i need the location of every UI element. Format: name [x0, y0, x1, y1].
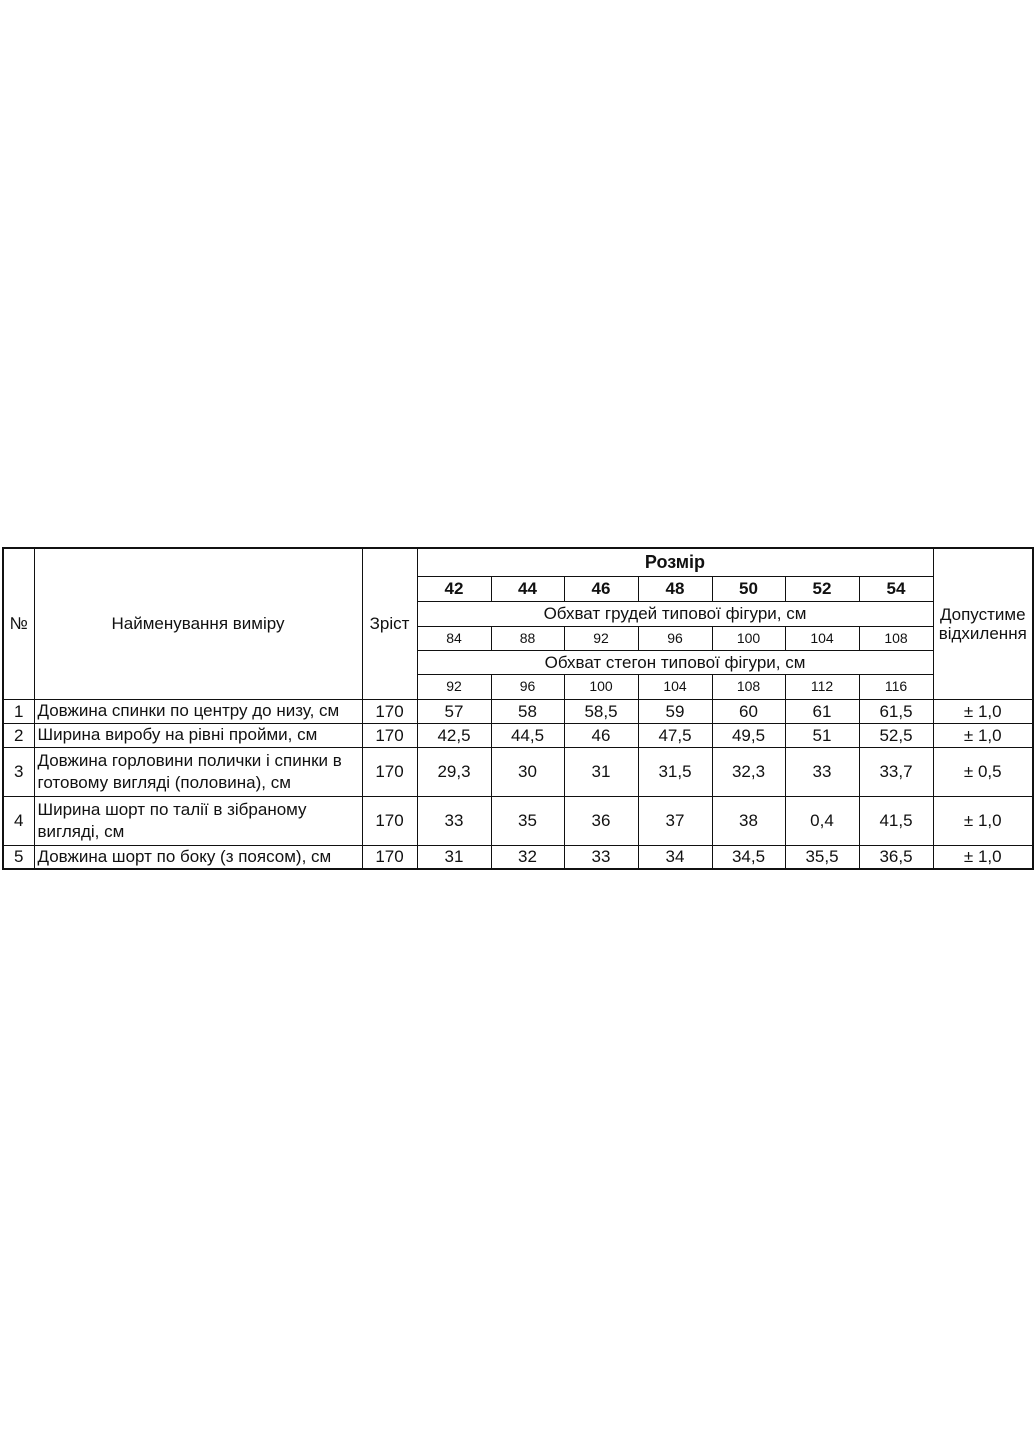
row-value: 33 — [564, 845, 638, 869]
row-value: 35 — [491, 796, 564, 845]
row-value: 59 — [638, 699, 712, 723]
row-value: 46 — [564, 723, 638, 747]
row-value: 42,5 — [417, 723, 491, 747]
row-value: 41,5 — [859, 796, 933, 845]
row-measurement-name: Ширина виробу на рівні пройми, см — [34, 723, 362, 747]
header-chest-value: 96 — [638, 626, 712, 650]
header-tolerance: Допустиме відхилення — [933, 548, 1033, 699]
row-value: 33 — [785, 747, 859, 796]
header-size: 42 — [417, 576, 491, 601]
header-size: 44 — [491, 576, 564, 601]
row-value: 32 — [491, 845, 564, 869]
row-value: 38 — [712, 796, 785, 845]
header-size: 50 — [712, 576, 785, 601]
row-value: 51 — [785, 723, 859, 747]
header-size: 48 — [638, 576, 712, 601]
row-value: 36,5 — [859, 845, 933, 869]
row-number: 1 — [3, 699, 34, 723]
header-chest-value: 92 — [564, 626, 638, 650]
row-value: 34,5 — [712, 845, 785, 869]
row-tolerance: ± 0,5 — [933, 747, 1033, 796]
header-chest-value: 104 — [785, 626, 859, 650]
row-number: 3 — [3, 747, 34, 796]
header-hips-value: 100 — [564, 674, 638, 699]
row-value: 37 — [638, 796, 712, 845]
row-measurement-name: Довжина спинки по центру до низу, см — [34, 699, 362, 723]
row-value: 52,5 — [859, 723, 933, 747]
header-hips-value: 104 — [638, 674, 712, 699]
row-value: 61,5 — [859, 699, 933, 723]
row-value: 61 — [785, 699, 859, 723]
row-height: 170 — [362, 723, 417, 747]
row-value: 57 — [417, 699, 491, 723]
row-number: 4 — [3, 796, 34, 845]
row-height: 170 — [362, 845, 417, 869]
row-tolerance: ± 1,0 — [933, 845, 1033, 869]
header-hips-value: 96 — [491, 674, 564, 699]
header-hips-value: 112 — [785, 674, 859, 699]
header-size: 52 — [785, 576, 859, 601]
row-number: 2 — [3, 723, 34, 747]
table-row — [3, 723, 1033, 747]
header-chest-value: 84 — [417, 626, 491, 650]
row-height: 170 — [362, 699, 417, 723]
row-value: 29,3 — [417, 747, 491, 796]
table-row — [3, 845, 1033, 869]
row-number: 5 — [3, 845, 34, 869]
row-value: 58 — [491, 699, 564, 723]
header-size-group: Розмір — [417, 548, 933, 576]
row-value: 36 — [564, 796, 638, 845]
row-measurement-name: Довжина горловини полички і спинки в готовому вигляді (половина), см — [34, 747, 362, 796]
header-chest-label: Обхват грудей типової фігури, см — [417, 601, 933, 626]
row-measurement-name: Ширина шорт по талії в зібраному вигляді, см — [34, 796, 362, 845]
header-chest-value: 100 — [712, 626, 785, 650]
row-value: 58,5 — [564, 699, 638, 723]
row-value: 0,4 — [785, 796, 859, 845]
table-row — [3, 699, 1033, 723]
row-tolerance: ± 1,0 — [933, 699, 1033, 723]
row-value: 34 — [638, 845, 712, 869]
header-chest-value: 108 — [859, 626, 933, 650]
row-value: 49,5 — [712, 723, 785, 747]
row-value: 32,3 — [712, 747, 785, 796]
row-value: 47,5 — [638, 723, 712, 747]
header-hips-value: 92 — [417, 674, 491, 699]
header-number: № — [3, 548, 34, 699]
row-measurement-name: Довжина шорт по боку (з поясом), см — [34, 845, 362, 869]
size-chart-table — [2, 547, 1034, 870]
row-value: 35,5 — [785, 845, 859, 869]
header-measurement-name: Найменування виміру — [34, 548, 362, 699]
header-hips-label: Обхват стегон типової фігури, см — [417, 650, 933, 674]
row-value: 33 — [417, 796, 491, 845]
row-value: 44,5 — [491, 723, 564, 747]
header-height: Зріст — [362, 548, 417, 699]
header-hips-value: 116 — [859, 674, 933, 699]
row-value: 31 — [417, 845, 491, 869]
row-height: 170 — [362, 796, 417, 845]
table-row — [3, 747, 1033, 796]
table-row — [3, 796, 1033, 845]
row-height: 170 — [362, 747, 417, 796]
row-tolerance: ± 1,0 — [933, 723, 1033, 747]
header-hips-value: 108 — [712, 674, 785, 699]
row-value: 31,5 — [638, 747, 712, 796]
row-value: 33,7 — [859, 747, 933, 796]
header-chest-value: 88 — [491, 626, 564, 650]
row-value: 60 — [712, 699, 785, 723]
header-size: 46 — [564, 576, 638, 601]
row-value: 31 — [564, 747, 638, 796]
header-size: 54 — [859, 576, 933, 601]
row-value: 30 — [491, 747, 564, 796]
row-tolerance: ± 1,0 — [933, 796, 1033, 845]
